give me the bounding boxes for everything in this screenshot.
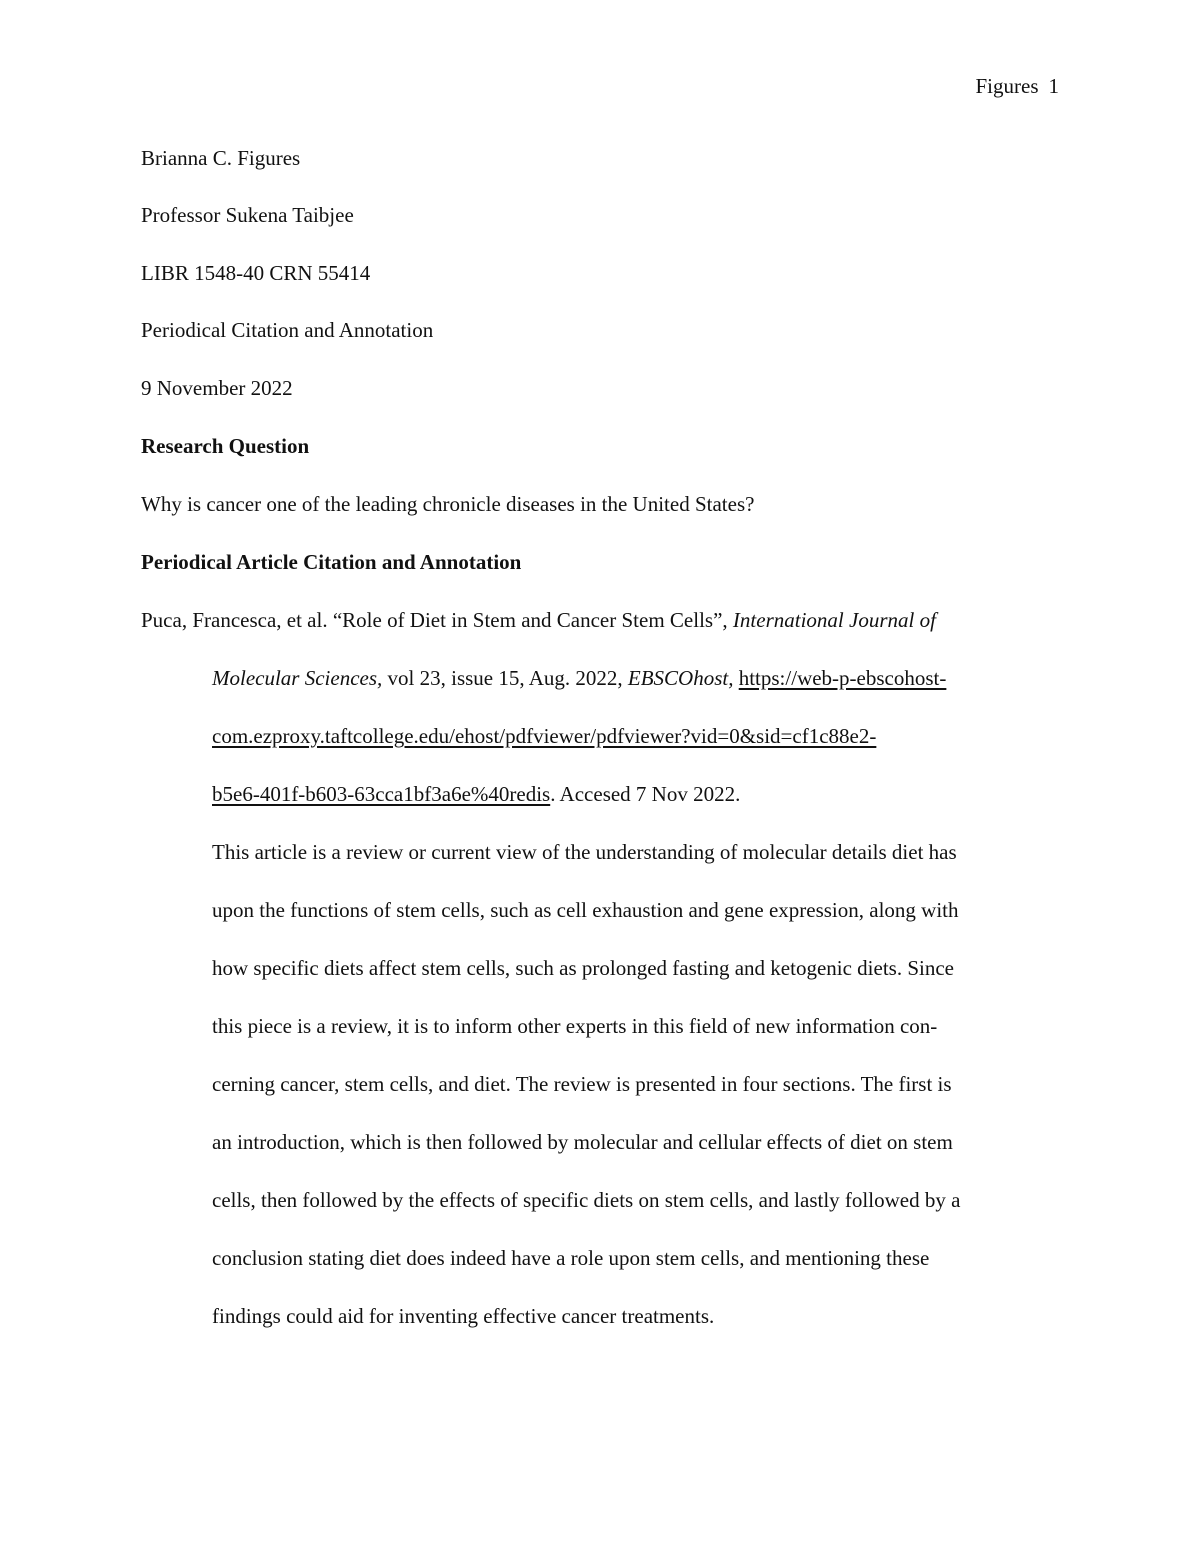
annotation-line: upon the functions of stem cells, such as cell exhaustion and gene expression, along with <box>212 898 959 922</box>
citation-journal-part1: International Journal of <box>732 608 936 632</box>
annotation-line: an introduction, which is then followed by molecular and cellular effects of diet on stem <box>212 1130 953 1154</box>
annotation-line: conclusion stating diet does indeed have a role upon stem cells, and mentioning these <box>212 1246 930 1270</box>
annotation-line: This article is a review or current view of the understanding of molecular details diet has <box>212 840 957 864</box>
annotation-line: how specific diets affect stem cells, such as prolonged fasting and ketogenic diets. Since <box>212 956 954 980</box>
citation-line-1 <box>141 606 936 634</box>
citation-url-part1[interactable]: https://web-p-ebscohost- <box>738 666 947 690</box>
running-header <box>976 74 1060 99</box>
citation-database: EBSCOhost, <box>627 666 734 690</box>
annotation-line: cerning cancer, stem cells, and diet. The review is presented in four sections. The first is <box>212 1072 952 1096</box>
citation-heading: Periodical Article Citation and Annotation <box>141 550 522 574</box>
citation-journal-part2: Molecular Sciences, <box>212 666 383 690</box>
assignment-title: Periodical Citation and Annotation <box>141 318 434 342</box>
annotation-line: cells, then followed by the effects of specific diets on stem cells, and lastly followed by a <box>212 1188 961 1212</box>
course-code: LIBR 1548-40 CRN 55414 <box>141 261 371 285</box>
citation-accessed-date: . Accesed 7 Nov 2022. <box>550 782 741 806</box>
research-question-text: Why is cancer one of the leading chronicle diseases in the United States? <box>141 492 755 516</box>
professor-name: Professor Sukena Taibjee <box>141 203 354 227</box>
annotation-line: this piece is a review, it is to inform other experts in this field of new information con- <box>212 1014 938 1038</box>
citation-line-4 <box>212 780 740 808</box>
research-question-heading: Research Question <box>141 434 310 458</box>
citation-authors-title: Puca, Francesca, et al. “Role of Diet in Stem and Cancer Stem Cells”, <box>141 608 733 632</box>
citation-line-3 <box>212 722 876 750</box>
citation-url-part3[interactable]: b5e6-401f-b603-63cca1bf3a6e%40redis <box>212 782 551 806</box>
page-number: 1 <box>1048 74 1059 98</box>
citation-line-2 <box>212 664 946 692</box>
citation-volume-details: vol 23, issue 15, Aug. 2022, <box>382 666 628 690</box>
student-name: Brianna C. Figures <box>141 146 301 170</box>
document-date: 9 November 2022 <box>141 376 293 400</box>
annotation-line: findings could aid for inventing effective cancer treatments. <box>212 1304 715 1328</box>
header-surname: Figures <box>975 74 1039 98</box>
citation-url-part2[interactable]: com.ezproxy.taftcollege.edu/ehost/pdfviewer/pdfviewer?vid=0&sid=cf1c88e2- <box>212 724 877 748</box>
